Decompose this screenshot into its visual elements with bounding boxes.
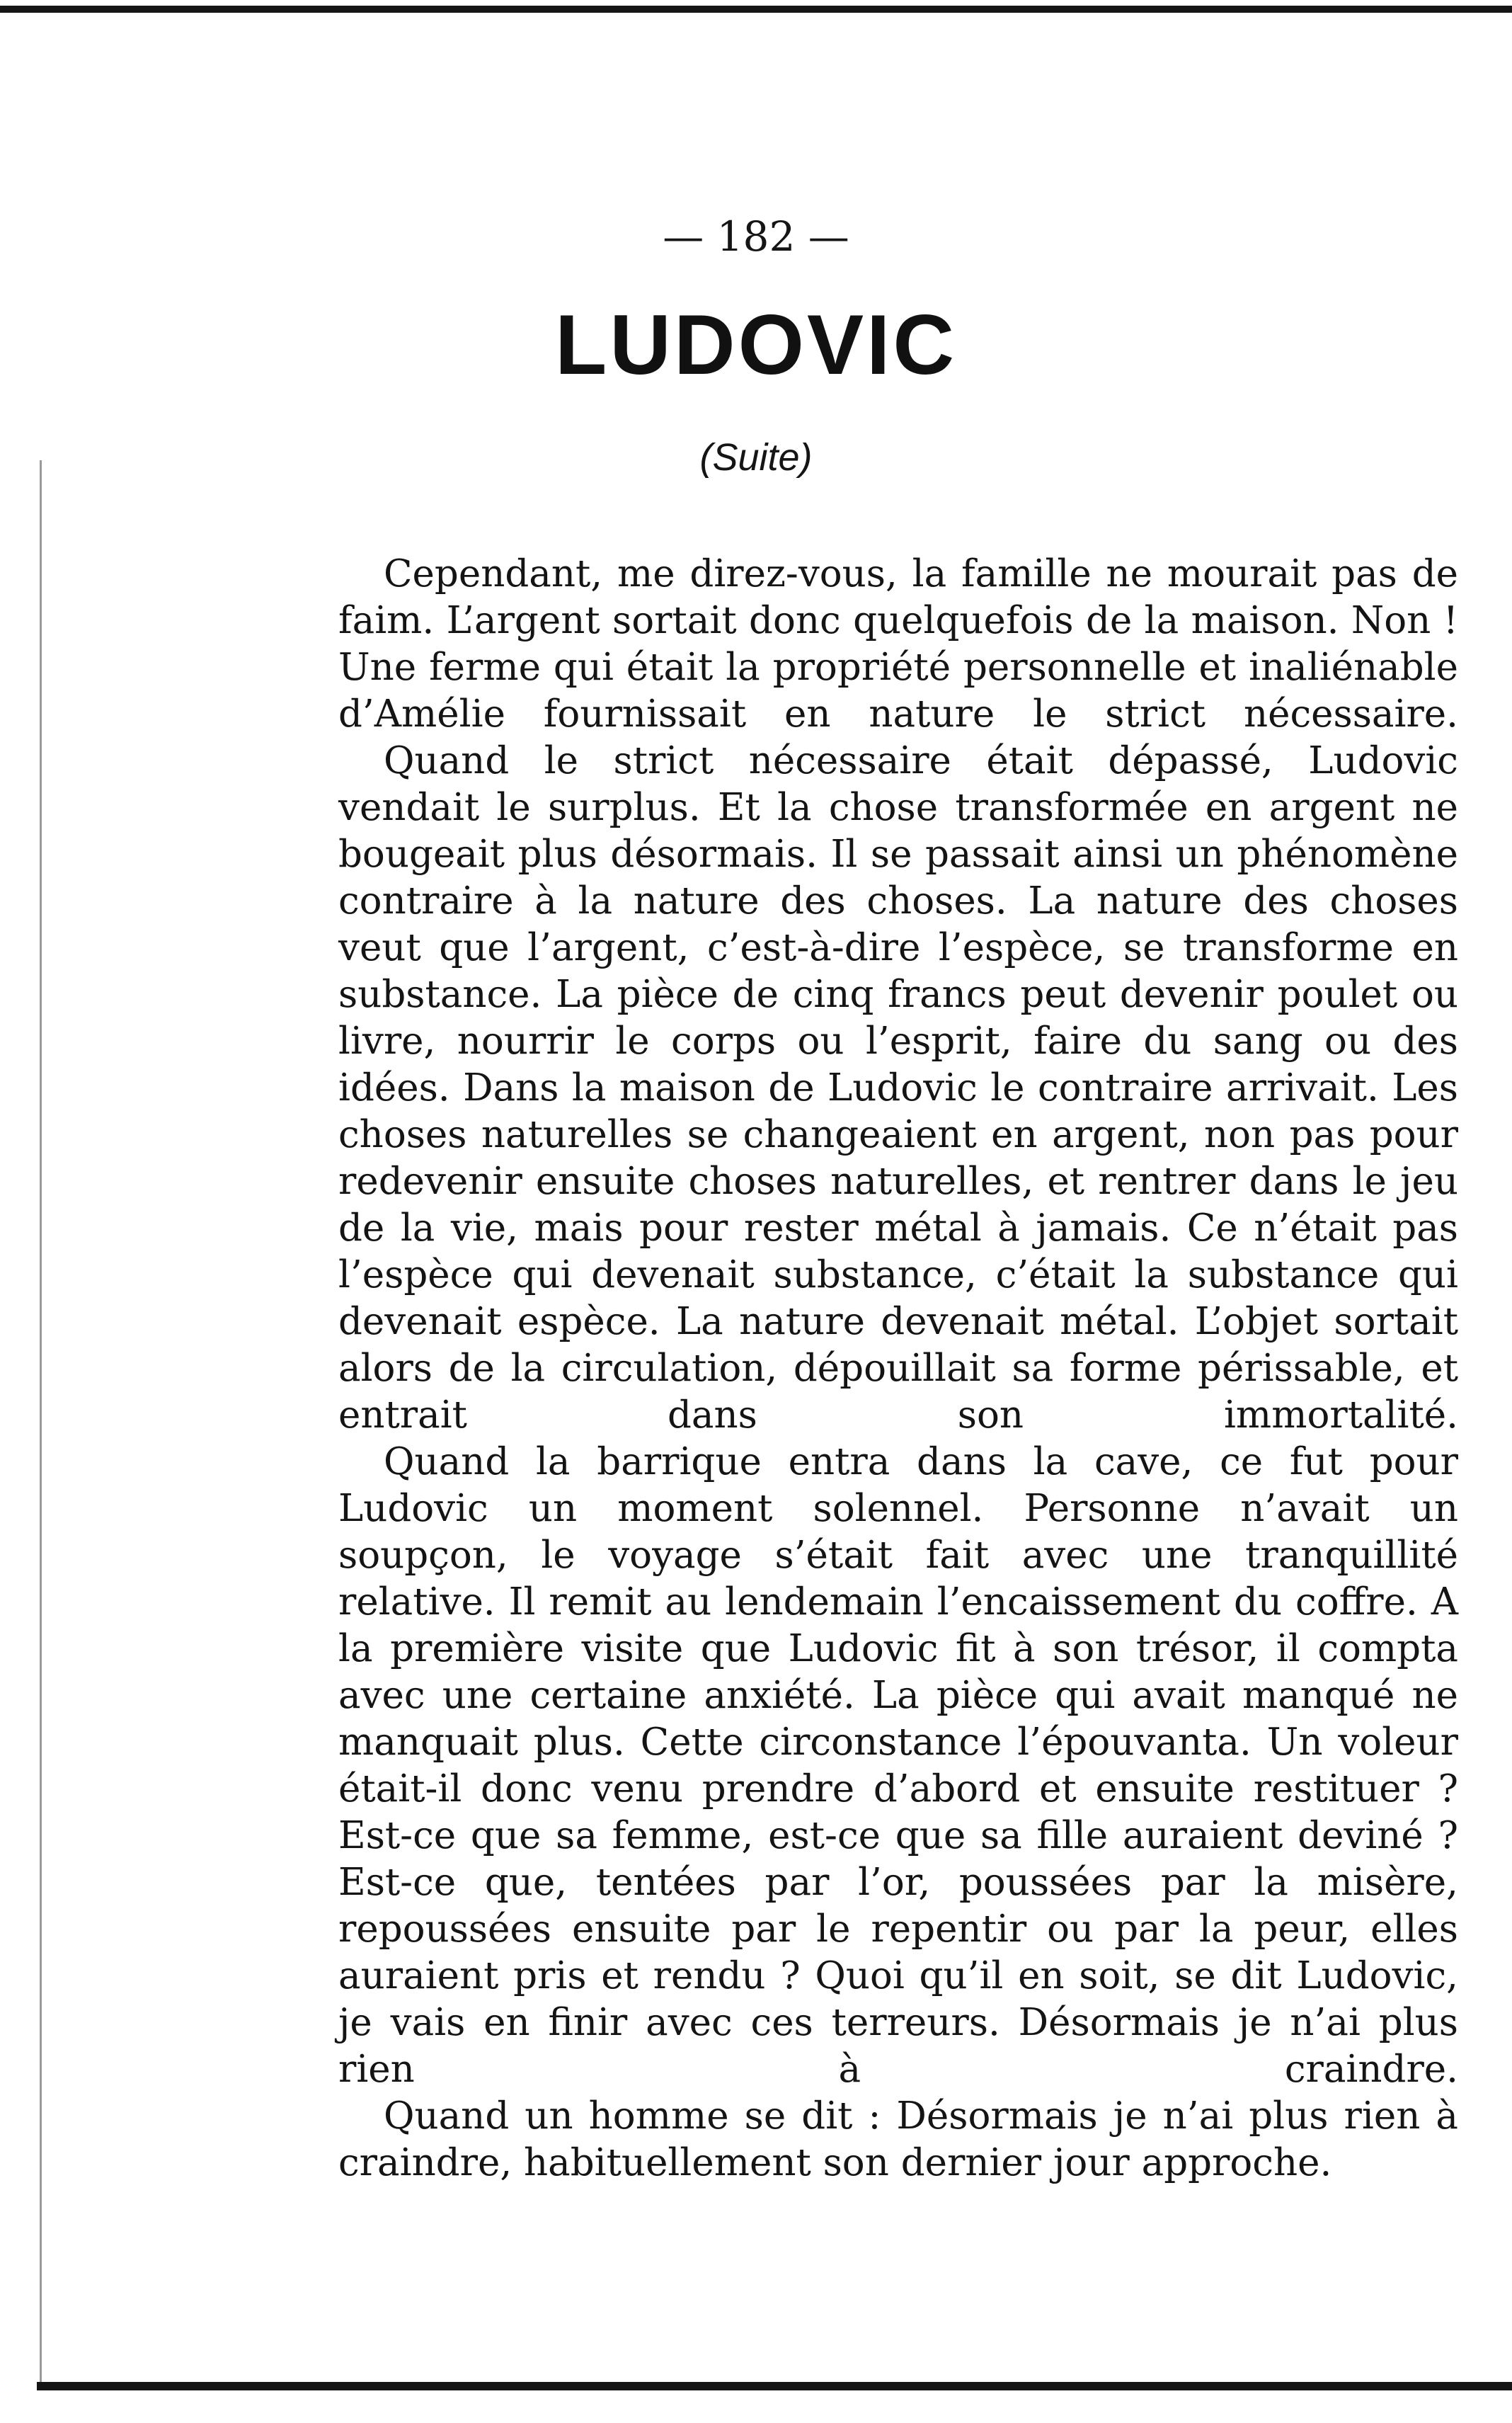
body-text: [338, 551, 1458, 2187]
top-border-rule: [0, 6, 1512, 13]
paragraph: Cependant, me direz-vous, la famille ne mourait pas de faim. L’argent sortait donc quelquefois de la maison. Non ! Une ferme qui était la propriété personnelle et inaliénable d’Amélie fournissait en nature le strict nécessaire.: [338, 552, 1458, 736]
left-margin-line: [40, 460, 42, 2382]
chapter-subtitle: (Suite): [699, 436, 813, 479]
paragraph: Quand un homme se dit : Désormais je n’ai plus rien à craindre, habituellement son dernier jour approche.: [338, 2094, 1458, 2184]
bottom-border-rule: [37, 2382, 1512, 2390]
chapter-title: LUDOVIC: [555, 297, 957, 392]
paragraph: Quand le strict nécessaire était dépassé, Ludovic vendait le surplus. Et la chose transformée en argent ne bougeait plus désormais. Il se passait ainsi un phénomène contraire à la nature des choses. La nature des choses veut que l’argent, c’est-à-dire l’espèce, se transforme en substance. La pièce de cinq francs peut devenir poulet ou livre, nourrir le corps ou l’esprit, faire du sang ou des idées. Dans la maison de Ludovic le contraire arrivait. Les choses naturelles se changeaient en argent, non pas pour redevenir ensuite choses naturelles, et rentrer dans le jeu de la vie, mais pour rester métal à jamais. Ce n’était pas l’espèce qui devenait substance, c’était la substance qui devenait espèce. La nature devenait métal. L’objet sortait alors de la circulation, dépouillait sa forme périssable, et entrait dans son immortalité.: [338, 739, 1458, 1437]
paragraph: Quand la barrique entra dans la cave, ce fut pour Ludovic un moment solennel. Personne n’avait un soupçon, le voyage s’était fait avec une tranquillité relative. Il remit au lendemain l’encaissement du coffre. A la première visite que Ludovic fit à son trésor, il compta avec une certaine anxiété. La pièce qui avait manqué ne manquait plus. Cette circonstance l’épouvanta. Un voleur était-il donc venu prendre d’abord et ensuite restituer ? Est-ce que sa femme, est-ce que sa fille auraient deviné ? Est-ce que, tentées par l’or, poussées par la misère, repoussées ensuite par le repentir ou par la peur, elles auraient pris et rendu ? Quoi qu’il en soit, se dit Ludovic, je vais en finir avec ces terreurs. Désormais je n’ai plus rien à craindre.: [338, 1440, 1458, 2091]
page-number: — 182 —: [663, 212, 849, 261]
